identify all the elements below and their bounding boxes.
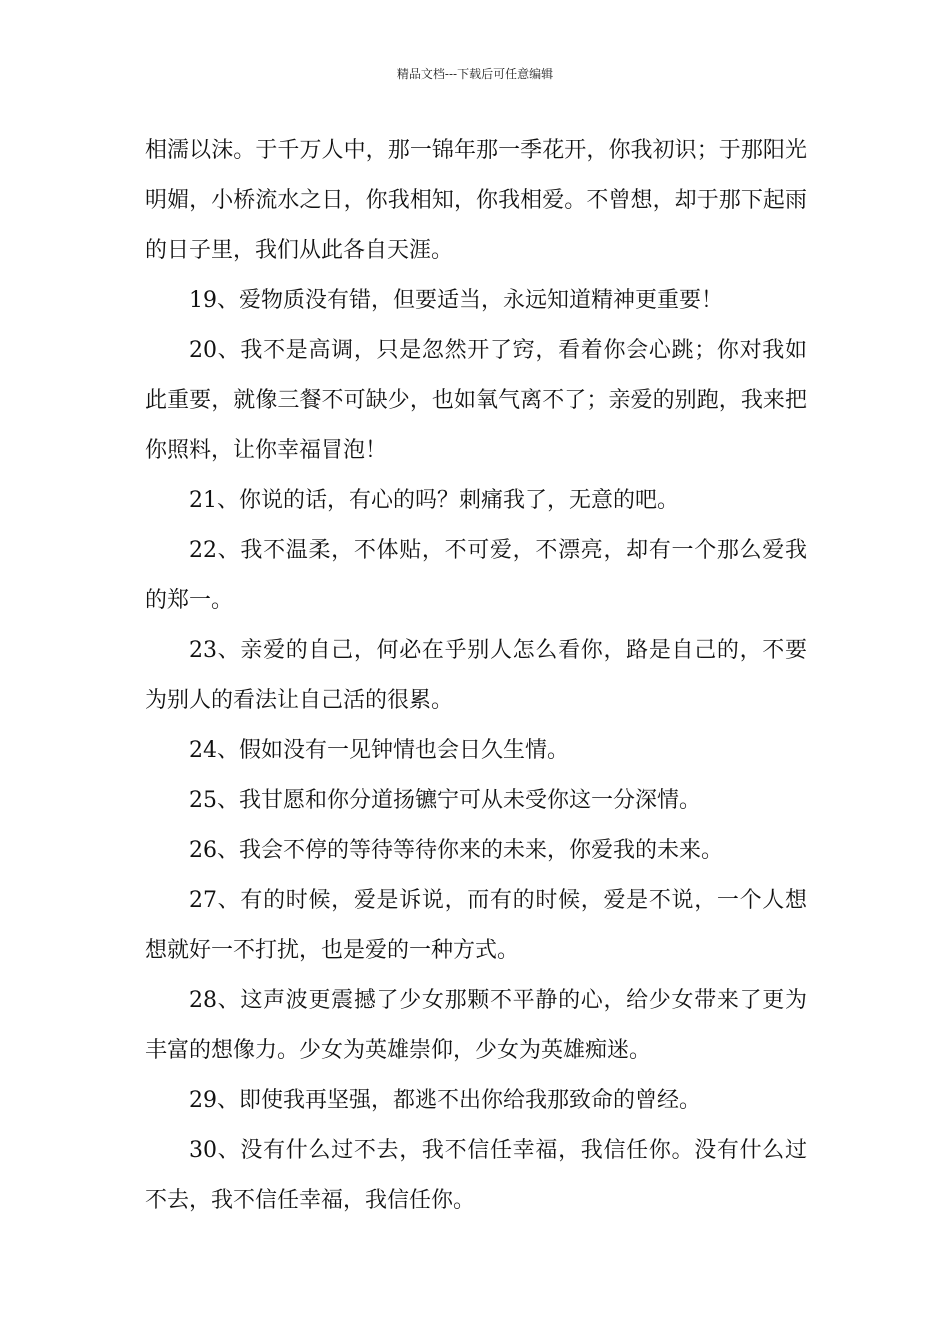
paragraph-continuation: 相濡以沫。于千万人中，那一锦年那一季花开，你我初识；于那阳光明媚，小桥流水之日，你我相知，你我相爱。不曾想，却于那下起雨的日子里，我们从此各自天涯。 — [145, 138, 807, 263]
paragraph-29: 29、即使我再坚强，都逃不出你给我那致命的曾经。 — [189, 1088, 701, 1113]
paragraph-24: 24、假如没有一见钟情也会日久生情。 — [189, 738, 569, 763]
paragraph-27: 27、有的时候，爱是诉说，而有的时候，爱是不说，一个人想想就好一不打扰，也是爱的一种方式。 — [145, 888, 807, 963]
page-header: 精品文档---下载后可任意编辑 — [396, 67, 554, 81]
document-body — [145, 126, 807, 1226]
paragraph-28: 28、这声波更震撼了少女那颗不平静的心，给少女带来了更为丰富的想像力。少女为英雄崇仰，少女为英雄痴迷。 — [145, 988, 807, 1063]
paragraph-21: 21、你说的话，有心的吗？刺痛我了，无意的吧。 — [189, 488, 679, 513]
paragraph-25: 25、我甘愿和你分道扬镳宁可从未受你这一分深情。 — [189, 788, 701, 813]
paragraph-22: 22、我不温柔，不体贴，不可爱，不漂亮，却有一个那么爱我的郑一。 — [145, 538, 807, 613]
paragraph-19: 19、爱物质没有错，但要适当，永远知道精神更重要！ — [189, 288, 723, 313]
paragraph-26: 26、我会不停的等待等待你来的未来，你爱我的未来。 — [189, 838, 723, 863]
paragraph-30: 30、没有什么过不去，我不信任幸福，我信任你。没有什么过不去，我不信任幸福，我信任你。 — [145, 1138, 807, 1213]
paragraph-20: 20、我不是高调，只是忽然开了窍，看着你会心跳；你对我如此重要，就像三餐不可缺少，也如氧气离不了；亲爱的别跑，我来把你照料，让你幸福冒泡！ — [145, 338, 807, 463]
paragraph-23: 23、亲爱的自己，何必在乎别人怎么看你，路是自己的，不要为别人的看法让自己活的很累。 — [145, 638, 807, 713]
